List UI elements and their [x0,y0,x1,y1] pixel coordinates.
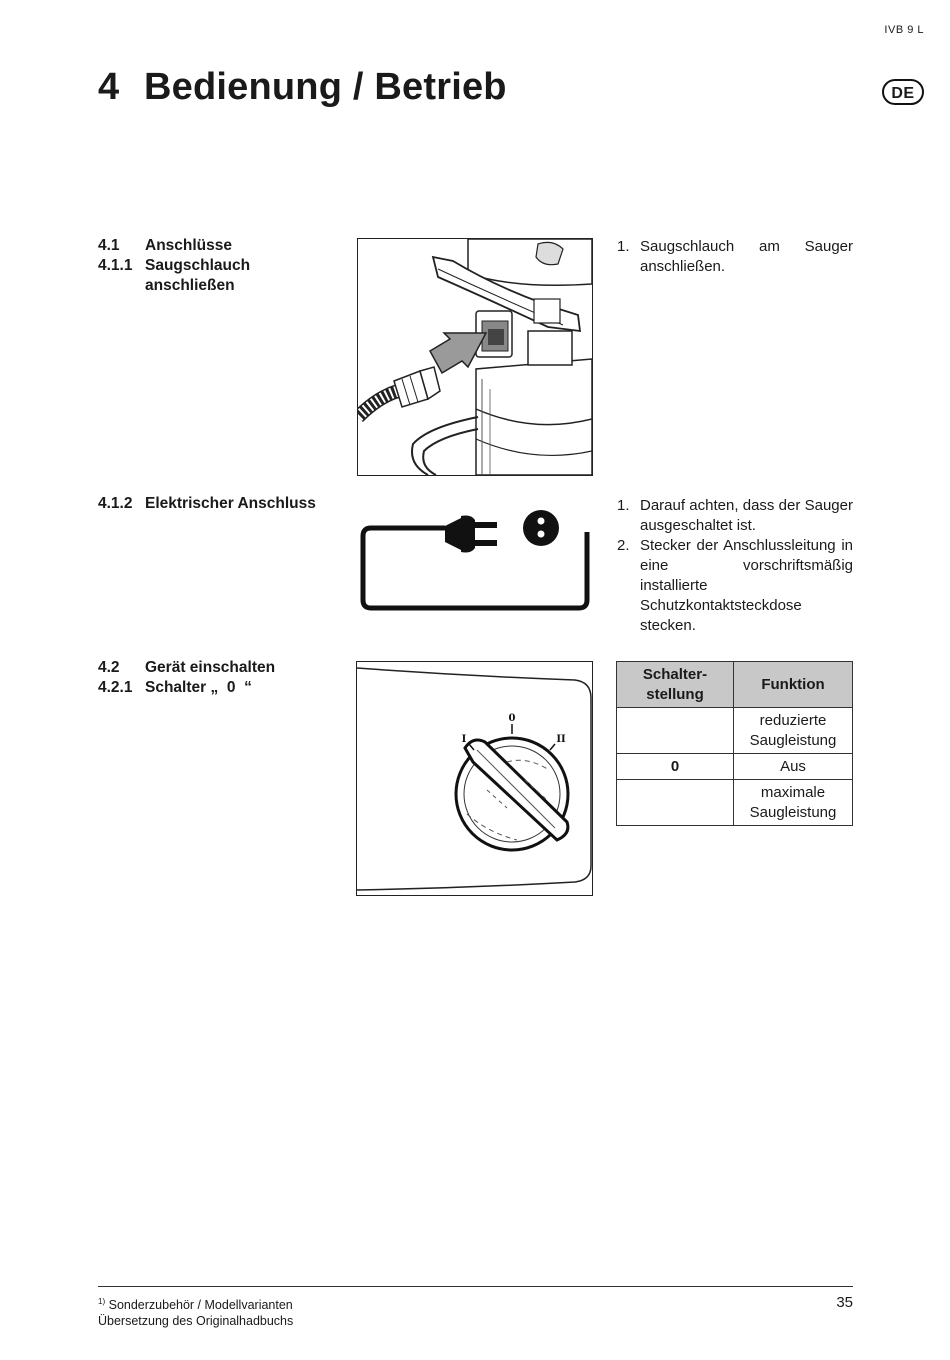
list-item: 1. Darauf achten, dass der Sauger ausgeschaltet ist. [617,497,853,534]
footer-notes [98,1294,293,1329]
switch-function-table [616,661,853,826]
section-heading-4-2 [98,658,275,698]
model-label: IVB 9 L [884,24,924,36]
section-number: 4.1.2 [98,495,133,512]
hose-steps [617,237,853,277]
page-number: 35 [836,1294,853,1311]
footnote-mark: 1) [98,1297,106,1306]
plug-icon [357,504,593,612]
switch-figure [356,661,593,896]
electric-connection-figure [357,504,593,612]
electric-steps [617,496,853,636]
table-header-position: Schalter- stellung [617,662,734,708]
list-item: 1. Saugschlauch am Sauger anschließen. [617,238,853,275]
section-title: Anschlüsse [145,237,233,254]
section-title: Schalter „ 0 “ [145,679,252,696]
translation-note: Übersetzung des Originalhadbuchs [98,1314,294,1329]
language-badge: DE [882,79,924,105]
table-header-function: Funktion [734,662,853,708]
list-item: 2. Stecker der Anschlussleitung in eine vorschriftsmäßig installierte Schutzkontaktsteckdose stecken. [617,537,853,634]
table-row: 0 Aus [617,754,853,780]
chapter-number: 4 [98,66,120,108]
section-number: 4.2.1 [98,679,133,696]
vacuum-hose-illustration [358,239,592,475]
switch-label-0: 0 [508,713,516,724]
chapter-title [98,66,507,109]
section-heading-4-1 [98,236,250,296]
section-number: 4.1 [98,237,120,254]
hose-connection-figure [357,238,593,476]
switch-label-II: II [556,734,566,745]
footer-divider [98,1286,853,1287]
footnote-text: Sonderzubehör / Modellvarianten [108,1298,293,1313]
section-title: Gerät einschalten [145,659,276,676]
chapter-title-text: Bedienung / Betrieb [144,66,507,108]
section-title: Saugschlauch [145,257,251,274]
switch-label-I: I [461,734,467,745]
section-heading-4-1-2 [98,494,316,514]
section-title: Elektrischer Anschluss [145,495,316,512]
section-title-cont: anschließen [145,277,235,294]
rotary-switch-illustration [357,662,592,895]
table-row: reduzierte Saugleistung [617,708,853,754]
section-number: 4.1.1 [98,257,133,274]
section-number: 4.2 [98,659,120,676]
table-row: maximale Saugleistung [617,780,853,826]
